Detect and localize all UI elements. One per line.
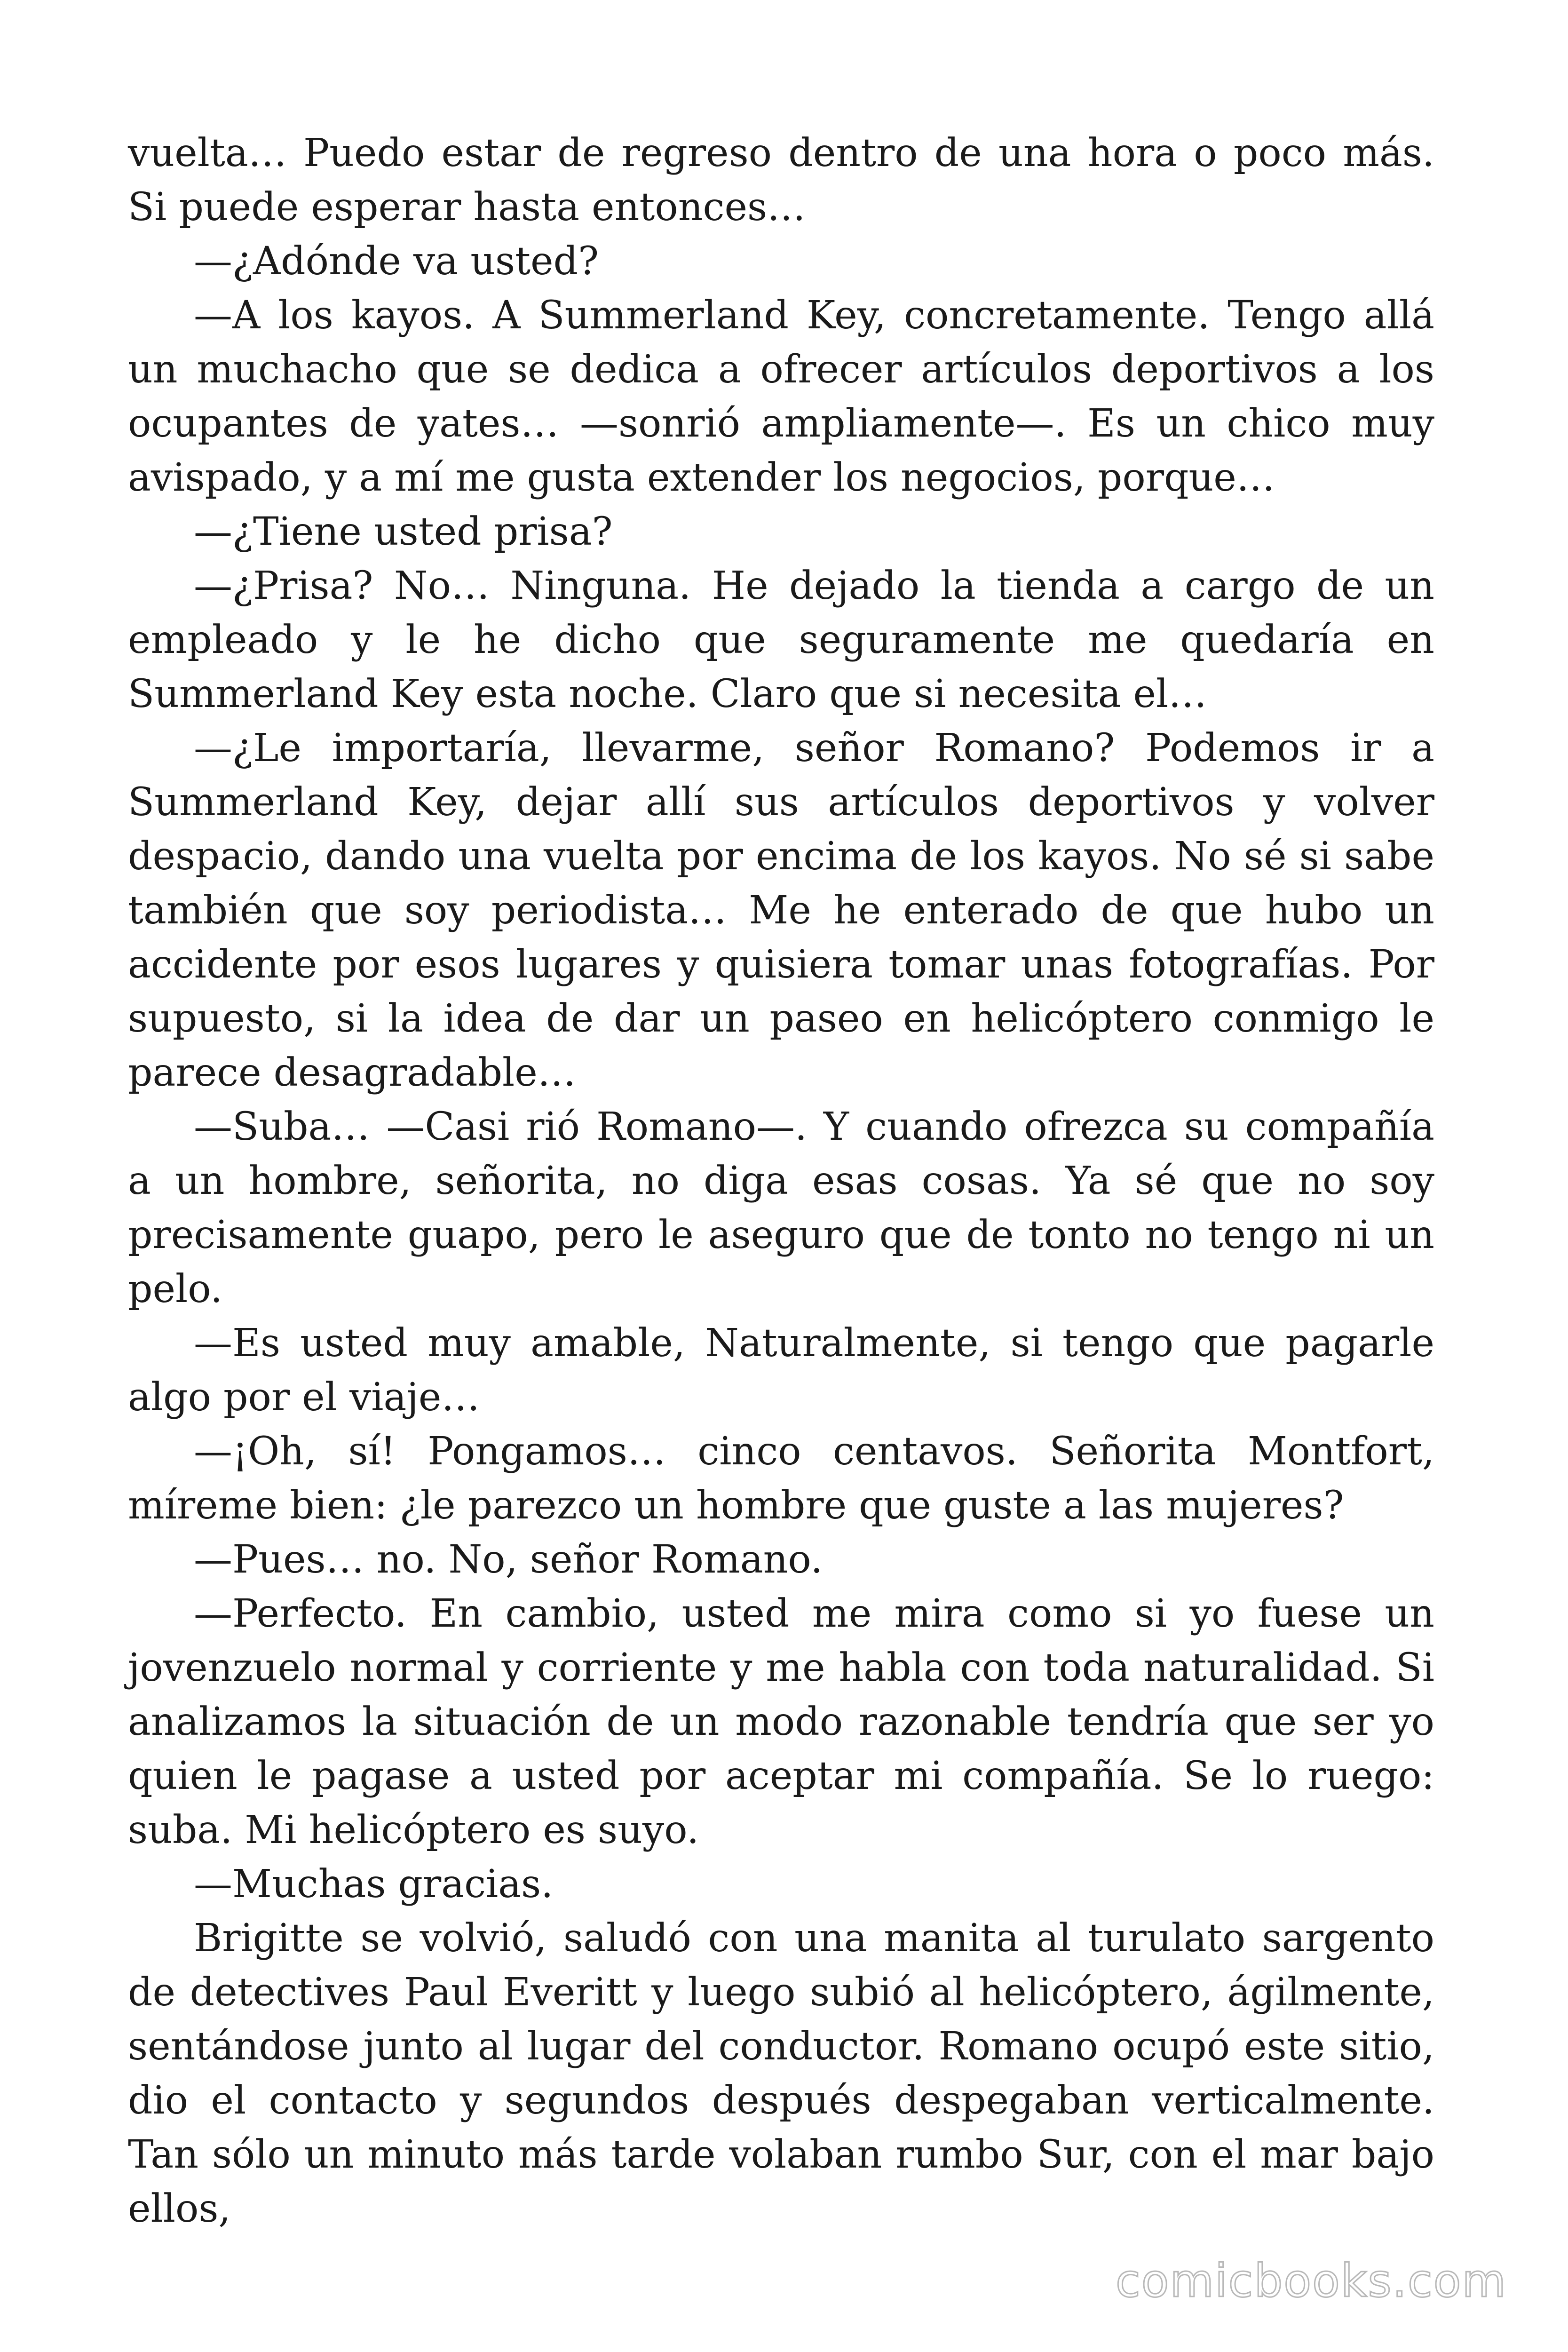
paragraph-7: —Suba… —Casi rió Romano—. Y cuando ofrezca su compañía a un hombre, señorita, no diga esas cosas. Ya sé que no soy precisamente guapo, pero le aseguro que de tonto no tengo ni un pelo. — [128, 1104, 1434, 1311]
paragraph-2: —¿Adónde va usted? — [194, 239, 599, 284]
watermark: comicbooks.com — [1115, 2255, 1507, 2307]
paragraph-6: —¿Le importaría, llevarme, señor Romano? Podemos ir a Summerland Key, dejar allí sus artículos deportivos y volver despacio, dando una vuelta por encima de los kayos. No sé si sabe también que soy periodista… Me he enterado de que hubo un accidente por esos lugares y quisiera tomar unas fotografías. Por supuesto, si la idea de dar un paseo en helicóptero conmigo le parece desagradable… — [128, 726, 1434, 1095]
body-text — [128, 126, 1434, 2236]
paragraph-9: —¡Oh, sí! Pongamos… cinco centavos. Señorita Montfort, míreme bien: ¿le parezco un hombre que guste a las mujeres? — [128, 1429, 1434, 1528]
paragraph-4: —¿Tiene usted prisa? — [194, 509, 613, 554]
paragraph-11: —Perfecto. En cambio, usted me mira como si yo fuese un jovenzuelo normal y corriente y me habla con toda naturalidad. Si analizamos la situación de un modo razonable tendría que ser yo quien le pagase a usted por aceptar mi compañía. Se lo ruego: suba. Mi helicóptero es suyo. — [128, 1591, 1434, 1852]
paragraph-13: Brigitte se volvió, saludó con una manita al turulato sargento de detectives Paul Everitt y luego subió al helicóptero, ágilmente, sentándose junto al lugar del conductor. Romano ocupó este sitio, dio el contacto y segundos después despegaban verticalmente. Tan sólo un minuto más tarde volaban rumbo Sur, con el mar bajo ellos, — [128, 1916, 1434, 2231]
paragraph-10: —Pues… no. No, señor Romano. — [194, 1537, 823, 1582]
paragraph-12: —Muchas gracias. — [194, 1862, 554, 1907]
paragraph-1: vuelta… Puedo estar de regreso dentro de una hora o poco más. Si puede esperar hasta entonces… — [128, 131, 1434, 230]
paragraph-5: —¿Prisa? No… Ninguna. He dejado la tienda a cargo de un empleado y le he dicho que seguramente me quedaría en Summerland Key esta noche. Claro que si necesita el… — [128, 564, 1434, 716]
paragraph-8: —Es usted muy amable, Naturalmente, si tengo que pagarle algo por el viaje… — [128, 1321, 1434, 1420]
paragraph-3: —A los kayos. A Summerland Key, concretamente. Tengo allá un muchacho que se dedica a ofrecer artículos deportivos a los ocupantes de yates… —sonrió ampliamente—. Es un chico muy avispado, y a mí me gusta extender los negocios, porque… — [128, 293, 1434, 500]
